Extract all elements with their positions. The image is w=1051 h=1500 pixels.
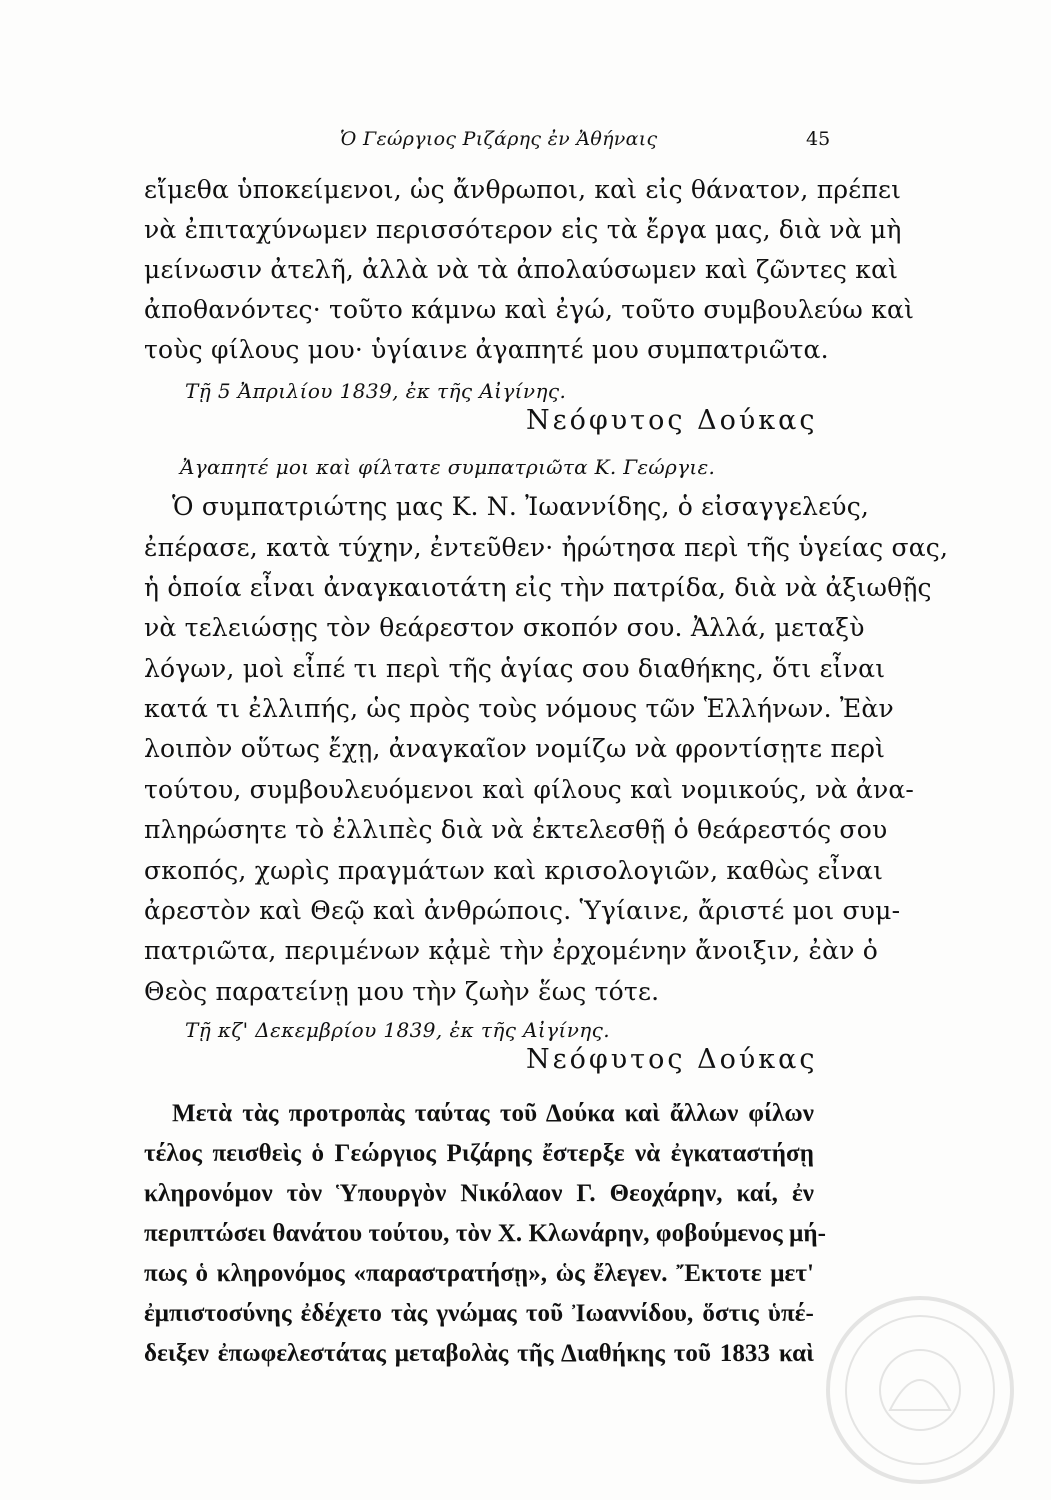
text-line: τέλος πεισθεὶς ὁ Γεώργιος Ριζάρης ἔστερξε νὰ ἐγκαταστήσῃ (144, 1140, 814, 1167)
text-line: τοὺς φίλους μου· ὑγίαινε ἀγαπητέ μου συμπατριῶτα. (144, 335, 829, 364)
text-line: λόγων, μοὶ εἶπέ τι περὶ τῆς ἁγίας σου διαθήκης, ὅτι εἶναι (144, 654, 886, 683)
text-line: ἐμπιστοσύνης ἐδέχετο τὰς γνώμας τοῦ Ἰωαννίδου, ὅστις ὑπέ- (144, 1300, 814, 1327)
text-line: σκοπός, χωρὶς πραγμάτων καὶ κρισολογιῶν, καθὼς εἶναι (144, 856, 884, 885)
page-header (0, 128, 1051, 158)
text-line: ἐπέρασε, κατὰ τύχην, ἐντεῦθεν· ἠρώτησα περὶ τῆς ὑγείας σας, (144, 533, 949, 562)
text-line: νὰ τελειώσῃς τὸν θεάρεστον σκοπόν σου. Ἀλλά, μεταξὺ (144, 613, 865, 642)
text-line: Ὁ συμπατριώτης μας Κ. Ν. Ἰωαννίδης, ὁ εἰσαγγελεύς, (172, 492, 870, 521)
text-line: νὰ ἐπιταχύνωμεν περισσότερον εἰς τὰ ἔργα μας, διὰ νὰ μὴ (144, 215, 902, 244)
page-number: 45 (806, 128, 831, 150)
text-line: μείνωσιν ἀτελῆ, ἀλλὰ νὰ τὰ ἀπολαύσωμεν καὶ ζῶντες καὶ (144, 255, 899, 284)
dateline: Τῇ κζ' Δεκεμβρίου 1839, ἐκ τῆς Αἰγίνης. (185, 1018, 611, 1042)
text-line: ἡ ὁποία εἶναι ἀναγκαιοτάτη εἰς τὴν πατρίδα, διὰ νὰ ἀξιωθῇς (144, 573, 932, 602)
text-line: κληρονόμον τὸν Ὑπουργὸν Νικόλαον Γ. Θεοχάρην, καί, ἐν (144, 1180, 814, 1207)
text-line: πληρώσητε τὸ ἐλλιπὲς διὰ νὰ ἐκτελεσθῇ ὁ θεάρεστός σου (144, 815, 888, 844)
text-line: πως ὁ κληρονόμος «παραστρατήσῃ», ὡς ἔλεγεν. Ἔκτοτε μετ' (144, 1260, 814, 1287)
running-title: Ὁ Γεώργιος Ριζάρης ἐν Ἀθήναις (340, 128, 658, 150)
text-line: δειξεν ἐπωφελεστάτας μεταβολὰς τῆς Διαθήκης τοῦ 1833 καὶ (144, 1340, 814, 1367)
text-line: ἀρεστὸν καὶ Θεῷ καὶ ἀνθρώποις. Ὑγίαινε, ἄριστέ μοι συμ- (144, 896, 901, 925)
salutation: Ἀγαπητέ μοι καὶ φίλτατε συμπατριῶτα Κ. Γεώργιε. (180, 455, 716, 479)
text-line: Θεὸς παρατείνῃ μου τὴν ζωὴν ἕως τότε. (144, 977, 660, 1006)
dateline: Τῇ 5 Ἀπριλίου 1839, ἐκ τῆς Αἰγίνης. (185, 379, 567, 403)
library-seal-watermark (820, 1290, 1020, 1490)
text-line: λοιπὸν οὕτως ἔχῃ, ἀναγκαῖον νομίζω νὰ φροντίσῃτε περὶ (144, 734, 886, 763)
text-line: εἴμεθα ὑποκείμενοι, ὡς ἄνθρωποι, καὶ εἰς θάνατον, πρέπει (144, 175, 902, 204)
text-line: κατά τι ἐλλιπής, ὡς πρὸς τοὺς νόμους τῶν Ἑλλήνων. Ἐὰν (144, 694, 894, 723)
text-line: πατριῶτα, περιμένων κᾀμὲ τὴν ἐρχομένην ἄνοιξιν, ἐὰν ὁ (144, 936, 879, 965)
signature: Νεόφυτος Δούκας (526, 405, 818, 436)
text-line: ἀποθανόντες· τοῦτο κάμνω καὶ ἐγώ, τοῦτο συμβουλεύω καὶ (144, 295, 915, 324)
text-line: Μετὰ τὰς προτροπὰς ταύτας τοῦ Δούκα καὶ ἄλλων φίλων (172, 1100, 814, 1127)
text-line: τούτου, συμβουλευόμενοι καὶ φίλους καὶ νομικούς, νὰ ἀνα- (144, 775, 915, 804)
signature: Νεόφυτος Δούκας (526, 1044, 818, 1075)
text-line: περιπτώσει θανάτου τούτου, τὸν Χ. Κλωνάρην, φοβούμενος μή- (144, 1220, 827, 1247)
